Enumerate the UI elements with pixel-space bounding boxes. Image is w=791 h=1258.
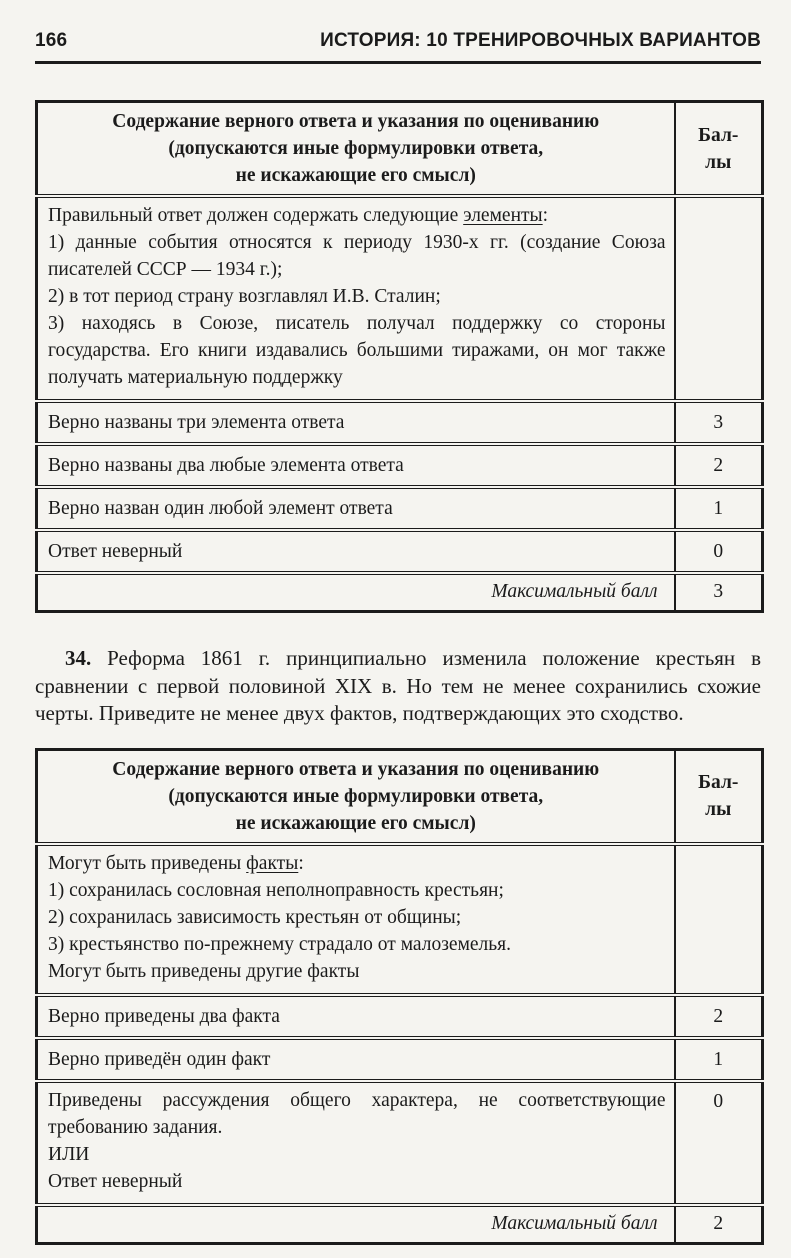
answer-intro: Могут быть приведены факты:	[48, 852, 304, 874]
max-score-points: 2	[675, 1205, 763, 1244]
criteria-header-line: Содержание верного ответа и указания по оцениванию	[112, 111, 600, 132]
zero-line: Ответ неверный	[48, 1170, 183, 1192]
table1-answer-row	[37, 196, 763, 401]
criteria-header-line: не искажающие его смысл)	[235, 165, 476, 186]
score-points: 0	[675, 530, 763, 573]
score-criterion: Верно назван один любой элемент ответа	[37, 487, 675, 530]
answer-outro: Могут быть приведены другие факты	[48, 960, 360, 982]
table2-header-row	[37, 749, 763, 844]
answer-item: 3) крестьянство по-прежнему страдало от малоземелья.	[48, 933, 512, 955]
scoring-row	[37, 530, 763, 573]
answer-points-cell	[675, 196, 763, 401]
underlined-term: элементы	[463, 205, 543, 226]
score-points: 3	[675, 401, 763, 444]
max-score-row	[37, 573, 763, 612]
answer-item: 2) сохранилась зависимость крестьян от общины;	[48, 906, 462, 928]
zero-line: Приведены рассуждения общего характера, не соответствующие требованию задания.	[48, 1089, 666, 1138]
criteria-header-line: Содержание верного ответа и указания по оцениванию	[112, 758, 600, 780]
header-rule	[35, 61, 761, 64]
score-criterion: Верно названы три элемента ответа	[37, 401, 675, 444]
table2-answer-row	[37, 844, 763, 995]
task-paragraph	[35, 645, 761, 728]
running-head-title: ИСТОРИЯ: 10 ТРЕНИРОВОЧНЫХ ВАРИАНТОВ	[320, 30, 761, 51]
task-number: 34.	[65, 646, 92, 670]
criteria-header-cell	[37, 749, 675, 844]
max-score-label: Максимальный балл	[37, 1205, 675, 1244]
answer-item: 1) данные события относятся к периоду 1930-х гг. (создание Союза писателей СССР — 1934 г.);	[48, 232, 666, 280]
table1-header-row	[37, 102, 763, 197]
criteria-header-cell	[37, 102, 675, 197]
answer-item: 3) находясь в Союзе, писатель получал поддержку со стороны государства. Его книги издавались большими тиражами, он мог также получать материальную поддержку	[48, 313, 666, 388]
answer-points-cell	[675, 844, 763, 995]
zero-score-row	[37, 1081, 763, 1205]
score-points: 0	[675, 1081, 763, 1205]
answer-content-cell	[37, 844, 675, 995]
max-score-points: 3	[675, 573, 763, 612]
criteria-header-line: не искажающие его смысл)	[235, 812, 476, 834]
scoring-row	[37, 401, 763, 444]
score-criterion: Верно приведены два факта	[37, 995, 675, 1038]
answer-intro: Правильный ответ должен содержать следующие элементы:	[48, 205, 549, 226]
answer-item: 2) в тот период страну возглавлял И.В. Сталин;	[48, 286, 441, 307]
score-criterion: Ответ неверный	[37, 530, 675, 573]
score-points: 2	[675, 995, 763, 1038]
points-header-line: лы	[705, 151, 732, 173]
zero-line-or: ИЛИ	[48, 1143, 90, 1165]
score-points: 2	[675, 444, 763, 487]
scoring-row	[37, 1038, 763, 1081]
answer-item: 1) сохранилась сословная неполноправность крестьян;	[48, 879, 504, 901]
points-header-line: лы	[705, 799, 732, 820]
score-criterion: Верно приведён один факт	[37, 1038, 675, 1081]
points-header-cell	[675, 749, 763, 844]
points-header-line: Бал-	[698, 124, 739, 146]
criteria-header-line: (допускаются иные формулировки ответа,	[168, 138, 544, 159]
running-head	[35, 0, 761, 52]
answer-content-cell	[37, 196, 675, 401]
scoring-table-2	[35, 748, 764, 1245]
scoring-row	[37, 995, 763, 1038]
criteria-header-line: (допускаются иные формулировки ответа,	[168, 785, 544, 807]
score-criterion: Верно названы два любые элемента ответа	[37, 444, 675, 487]
scoring-table-1	[35, 100, 764, 613]
score-points: 1	[675, 1038, 763, 1081]
scoring-row	[37, 444, 763, 487]
max-score-label: Максимальный балл	[37, 573, 675, 612]
score-points: 1	[675, 487, 763, 530]
task-text: Реформа 1861 г. принципиально изменила положение крестьян в сравнении с первой половиной XIX в. Но тем не менее сохранились схожие черты. Приведите не менее двух фактов, подтверждающих это сходство.	[35, 646, 761, 725]
points-header-line: Бал-	[698, 772, 739, 793]
underlined-term: факты	[246, 852, 299, 874]
max-score-row	[37, 1205, 763, 1244]
page-number: 166	[35, 30, 68, 51]
zero-score-criterion	[37, 1081, 675, 1205]
points-header-cell	[675, 102, 763, 197]
scoring-row	[37, 487, 763, 530]
